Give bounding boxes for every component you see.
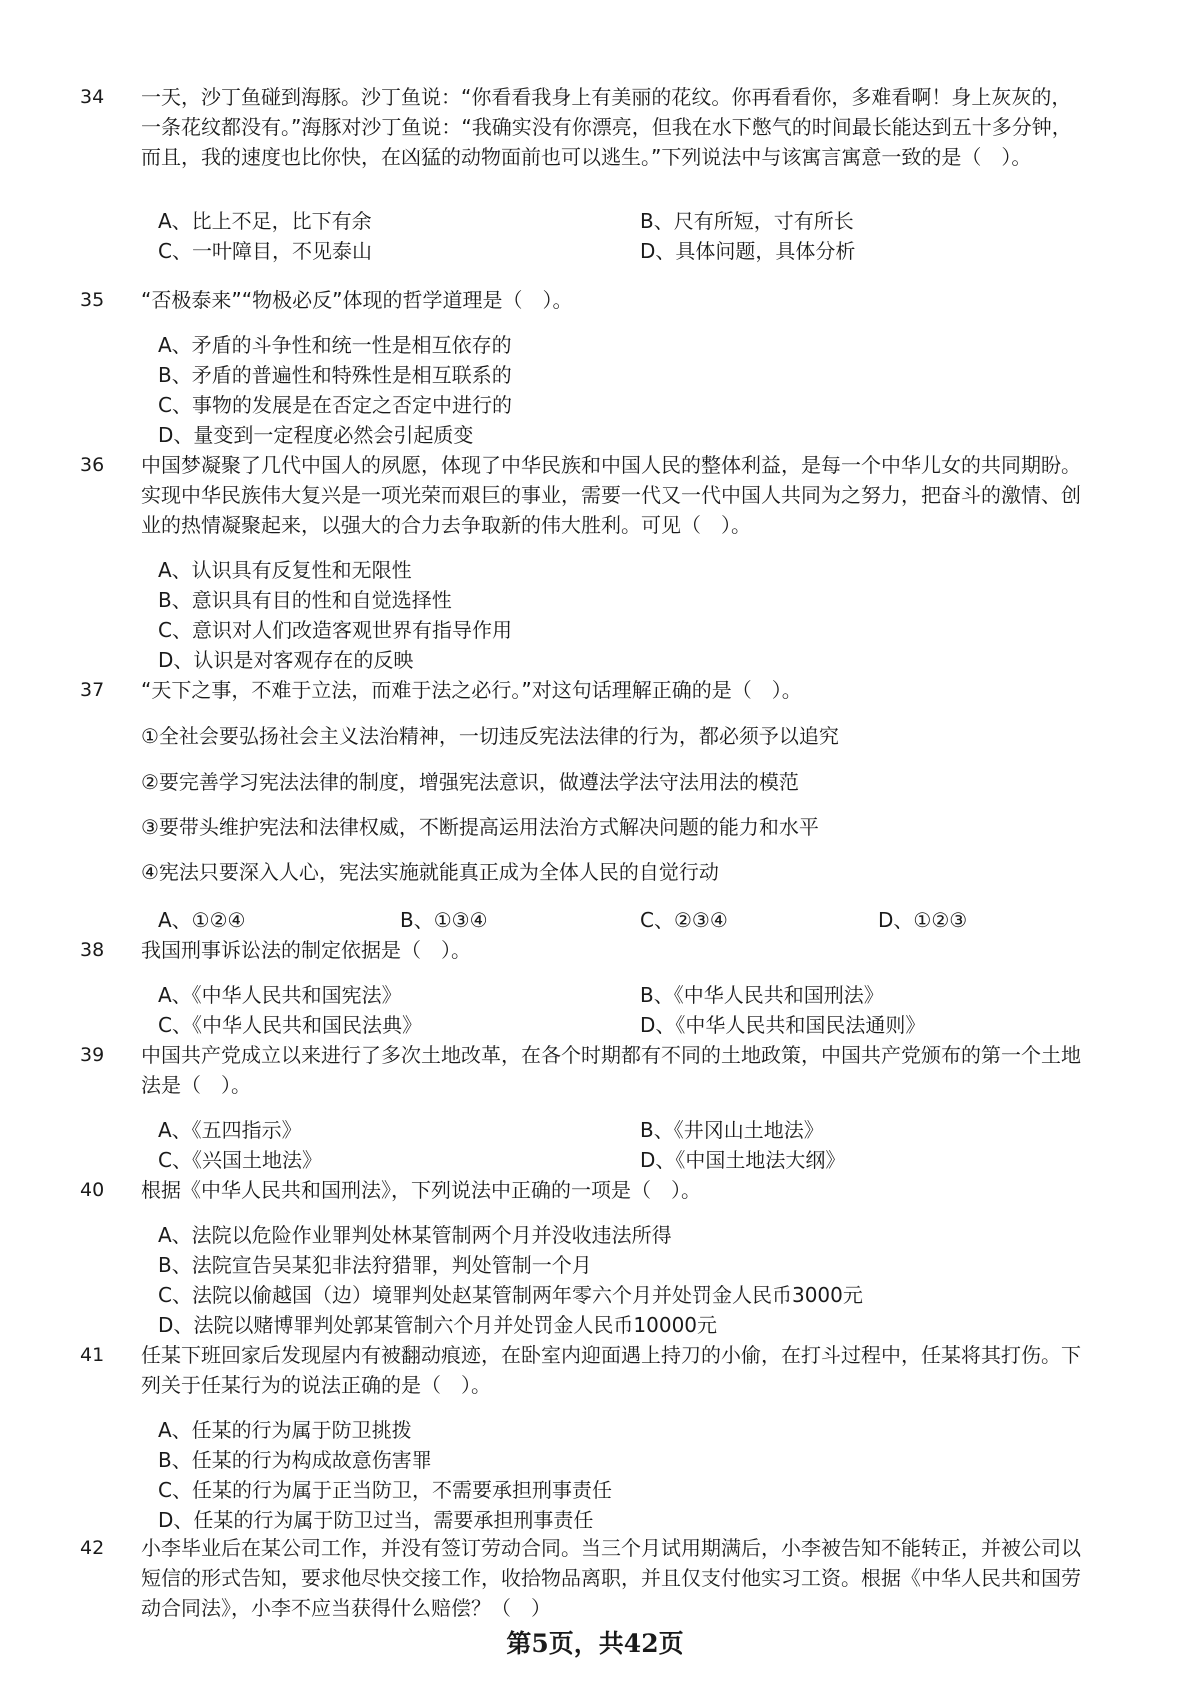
option-c: C、意识对人们改造客观世界有指导作用	[158, 618, 512, 642]
option-b: B、任某的行为构成故意伤害罪	[158, 1448, 432, 1472]
option-d: D、认识是对客观存在的反映	[158, 648, 414, 672]
option-b: B、矛盾的普遍性和特殊性是相互联系的	[158, 363, 512, 387]
option-b: B、《中华人民共和国刑法》	[640, 983, 884, 1007]
option-b: B、意识具有目的性和自觉选择性	[158, 588, 452, 612]
question-number: 40	[80, 1179, 105, 1201]
option-d: D、量变到一定程度必然会引起质变	[158, 423, 474, 447]
option-b: B、尺有所短，寸有所长	[640, 209, 854, 233]
question-stem: 我国刑事诉讼法的制定依据是（ ）。	[141, 938, 471, 962]
question-number: 35	[80, 289, 105, 311]
option-a: A、《中华人民共和国宪法》	[158, 983, 402, 1007]
question-number: 34	[80, 86, 105, 108]
question-stem: 任某下班回家后发现屋内有被翻动痕迹，在卧室内迎面遇上持刀的小偷，在打斗过程中，任某将其打伤。下列关于任某行为的说法正确的是（ ）。	[141, 1343, 1081, 1397]
option-a: A、《五四指示》	[158, 1118, 302, 1142]
option-d: D、《中华人民共和国民法通则》	[640, 1013, 926, 1037]
option-c: C、事物的发展是在否定之否定中进行的	[158, 393, 512, 417]
question-number: 42	[80, 1537, 105, 1559]
option-b: B、法院宣告吴某犯非法狩猎罪，判处管制一个月	[158, 1253, 592, 1277]
option-b: B、《井冈山土地法》	[640, 1118, 824, 1142]
option-d: D、任某的行为属于防卫过当，需要承担刑事责任	[158, 1508, 594, 1532]
question-number: 36	[80, 454, 105, 476]
option-d: D、法院以赌博罪判处郭某管制六个月并处罚金人民币10000元	[158, 1313, 718, 1337]
statement-1: ①全社会要弘扬社会主义法治精神，一切违反宪法法律的行为，都必须予以追究	[141, 724, 839, 748]
option-c: C、法院以偷越国（边）境罪判处赵某管制两年零六个月并处罚金人民币3000元	[158, 1283, 863, 1307]
option-a: A、认识具有反复性和无限性	[158, 558, 412, 582]
question-number: 37	[80, 679, 105, 701]
statement-2: ②要完善学习宪法法律的制度，增强宪法意识，做遵法学法守法用法的模范	[141, 770, 799, 794]
option-b: B、①③④	[400, 908, 488, 932]
question-number: 41	[80, 1344, 105, 1366]
option-c: C、一叶障目，不见泰山	[158, 239, 372, 263]
question-stem: 中国梦凝聚了几代中国人的夙愿，体现了中华民族和中国人民的整体利益，是每一个中华儿女的共同期盼。实现中华民族伟大复兴是一项光荣而艰巨的事业，需要一代又一代中国人共同为之努力，把奋斗的激情、创业的热情凝聚起来，以强大的合力去争取新的伟大胜利。可见（ ）。	[141, 453, 1081, 537]
option-d: D、《中国土地法大纲》	[640, 1148, 846, 1172]
question-stem: 中国共产党成立以来进行了多次土地改革，在各个时期都有不同的土地政策，中国共产党颁布的第一个土地法是（ ）。	[141, 1043, 1081, 1097]
statement-4: ④宪法只要深入人心，宪法实施就能真正成为全体人民的自觉行动	[141, 860, 719, 884]
option-c: C、②③④	[640, 908, 728, 932]
question-stem: 根据《中华人民共和国刑法》，下列说法中正确的一项是（ ）。	[141, 1178, 701, 1202]
option-c: C、《中华人民共和国民法典》	[158, 1013, 422, 1037]
option-a: A、法院以危险作业罪判处林某管制两个月并没收违法所得	[158, 1223, 672, 1247]
option-d: D、具体问题，具体分析	[640, 239, 856, 263]
question-stem: “否极泰来”“物极必反”体现的哲学道理是（ ）。	[141, 288, 573, 312]
option-a: A、任某的行为属于防卫挑拨	[158, 1418, 412, 1442]
question-stem: 一天，沙丁鱼碰到海豚。沙丁鱼说：“你看看我身上有美丽的花纹。你再看看你，多难看啊！身上灰灰的，一条花纹都没有。”海豚对沙丁鱼说：“我确实没有你漂亮，但我在水下憋气的时间最长能达到五十多分钟，而且，我的速度也比你快，在凶猛的动物面前也可以逃生。”下列说法中与该寓言寓意一致的是（ ）。	[141, 85, 1072, 169]
option-a: A、①②④	[158, 908, 246, 932]
question-stem: 小李毕业后在某公司工作，并没有签订劳动合同。当三个月试用期满后，小李被告知不能转正，并被公司以短信的形式告知，要求他尽快交接工作，收拾物品离职，并且仅支付他实习工资。根据《中华人民共和国劳动合同法》，小李不应当获得什么赔偿？（ ）	[141, 1536, 1081, 1620]
option-c: C、任某的行为属于正当防卫，不需要承担刑事责任	[158, 1478, 612, 1502]
statement-3: ③要带头维护宪法和法律权威，不断提高运用法治方式解决问题的能力和水平	[141, 815, 819, 839]
option-d: D、①②③	[878, 908, 968, 932]
page-footer: 第5页，共42页	[506, 1629, 684, 1658]
question-number: 38	[80, 939, 105, 961]
question-stem: “天下之事，不难于立法，而难于法之必行。”对这句话理解正确的是（ ）。	[141, 678, 802, 702]
option-a: A、比上不足，比下有余	[158, 209, 372, 233]
question-number: 39	[80, 1044, 105, 1066]
option-a: A、矛盾的斗争性和统一性是相互依存的	[158, 333, 512, 357]
option-c: C、《兴国土地法》	[158, 1148, 322, 1172]
